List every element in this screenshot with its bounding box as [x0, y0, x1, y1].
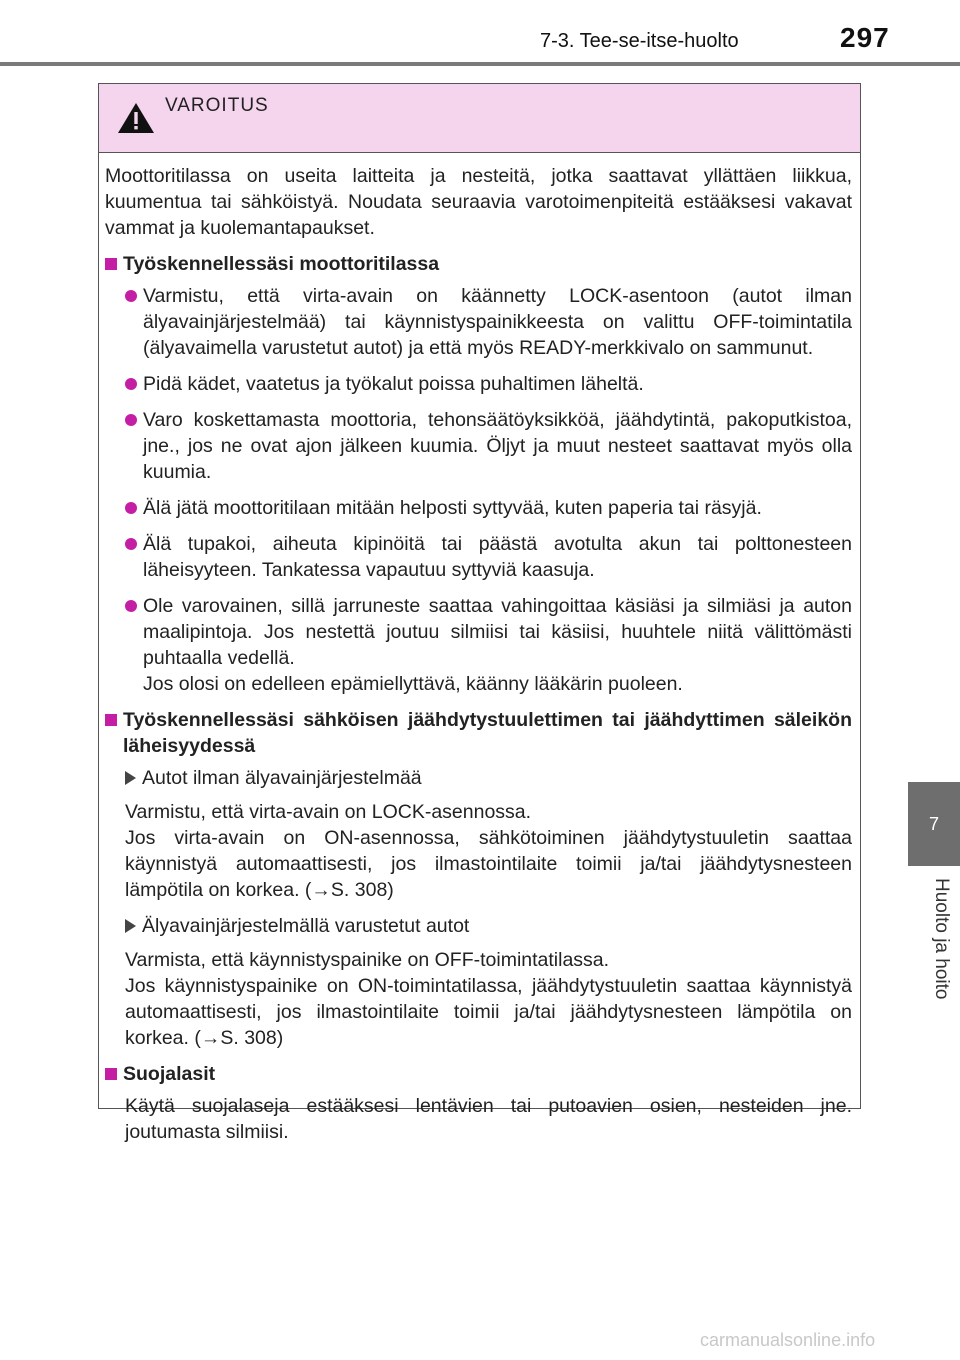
list-item-text: Varo koskettamasta moottoria, tehonsäätöyksikköä, jäähdytintä, pakoputkistoa, jne., jos ne ovat ajon jälkeen kuumia. Öljyt ja muut nesteet saattavat myös olla kuumia. [143, 409, 852, 483]
circle-bullet-icon [125, 290, 137, 302]
list-item-text [143, 593, 852, 697]
sub-heading [125, 765, 852, 791]
list-item-text: Varmistu, että virta-avain on käännetty LOCK-asentoon (autot ilman älyavainjärjestelmää) tai käynnistyspainikkeesta on valittu OFF-toimintatila (älyavaimella varustetut autot) ja että myös READY-merkkivalo on sammunut. [143, 285, 852, 359]
warning-intro: Moottoritilassa on useita laitteita ja nesteitä, jotka saattavat yllättäen liikkua, kuumentua tai sähköistyä. Noudata seuraavia varotoimenpiteitä estääksesi vakavat vammat ja kuolemantapaukset. [105, 165, 852, 239]
sub-paragraph: Käytä suojalaseja estääksesi lentävien tai putoavien osien, nesteiden jne. joutumasta silmiisi. [125, 1095, 852, 1143]
square-bullet-icon [105, 258, 117, 270]
circle-bullet-icon [125, 378, 137, 390]
warning-title: VAROITUS [165, 95, 269, 116]
sub-heading [125, 913, 852, 939]
sub-paragraph: Varmistu, että virta-avain on LOCK-asennossa. [125, 801, 532, 823]
circle-bullet-icon [125, 600, 137, 612]
warning-box [98, 83, 861, 1143]
list-item [125, 371, 852, 397]
warning-header [99, 84, 860, 153]
list-item [125, 283, 852, 361]
square-bullet-icon [105, 1068, 117, 1080]
list-item [125, 531, 852, 583]
circle-bullet-icon [125, 502, 137, 514]
list-item-paragraph: Ole varovainen, sillä jarruneste saattaa vahingoittaa käsiäsi ja silmiäsi ja auton maalipintoja. Jos nestettä joutuu silmiisi tai käsiisi, huuhtele niitä välittömästi puhtaalla vedellä. [143, 595, 852, 669]
section-heading-text: Työskennellessäsi sähköisen jäähdytystuulettimen tai jäähdyttimen säleikön läheisyydessä [123, 709, 852, 757]
list-item-paragraph: Jos olosi on edelleen epämiellyttävä, käänny lääkärin puoleen. [143, 673, 683, 695]
circle-bullet-icon [125, 538, 137, 550]
list-item [125, 407, 852, 485]
circle-bullet-icon [125, 414, 137, 426]
list-item-text: Pidä kädet, vaatetus ja työkalut poissa puhaltimen läheltä. [143, 373, 644, 395]
arrow-bullet-icon [125, 771, 136, 785]
sub-heading-text: Autot ilman älyavainjärjestelmää [142, 767, 422, 789]
section-heading-engine [105, 251, 852, 277]
page-number: 297 [840, 22, 890, 53]
watermark: carmanualsonline.info [700, 1330, 876, 1350]
sub-heading-text: Älyavainjärjestelmällä varustetut autot [142, 915, 470, 937]
section-title: 7-3. Tee-se-itse-huolto [540, 30, 739, 52]
list-item-text: Älä tupakoi, aiheuta kipinöitä tai päästä avotulta akun tai polttonesteen läheisyyteen. Tankatessa vapautuu syttyviä kaasuja. [143, 533, 852, 581]
chapter-tab-label: Huolto ja hoito [931, 878, 952, 1000]
sub-paragraph: Varmista, että käynnistyspainike on OFF-toimintatilassa. [125, 949, 610, 971]
arrow-bullet-icon [125, 919, 136, 933]
sub-body [125, 799, 852, 903]
header-divider [0, 62, 960, 66]
section-heading-text: Työskennellessäsi moottoritilassa [123, 253, 440, 275]
sub-body [125, 1093, 852, 1145]
list-item [125, 593, 852, 697]
sub-paragraph: Jos käynnistyspainike on ON-toimintatilassa, jäähdytystuuletin saattaa käynnistyä automaattisesti, jos ilmastointilaite toimii ja/tai jäähdytysnesteen lämpötila on korkea. (→S. 308) [125, 975, 852, 1049]
section-heading-goggles [105, 1061, 852, 1087]
section-heading-text: Suojalasit [123, 1063, 216, 1085]
warning-body [99, 153, 860, 1145]
section-heading-fan [105, 707, 852, 759]
square-bullet-icon [105, 714, 117, 726]
sub-body [125, 947, 852, 1051]
warning-triangle-icon [117, 102, 155, 134]
list-item [125, 495, 852, 521]
chapter-tab-number[interactable]: 7 [908, 782, 960, 866]
sub-paragraph: Jos virta-avain on ON-asennossa, sähkötoiminen jäähdytystuuletin saattaa käynnistyä automaattisesti, jos ilmastointilaite toimii ja/tai jäähdytysnesteen lämpötila on korkea. (→S. 308) [125, 827, 852, 901]
list-item-text: Älä jätä moottoritilaan mitään helposti syttyvää, kuten paperia tai räsyjä. [143, 497, 762, 519]
